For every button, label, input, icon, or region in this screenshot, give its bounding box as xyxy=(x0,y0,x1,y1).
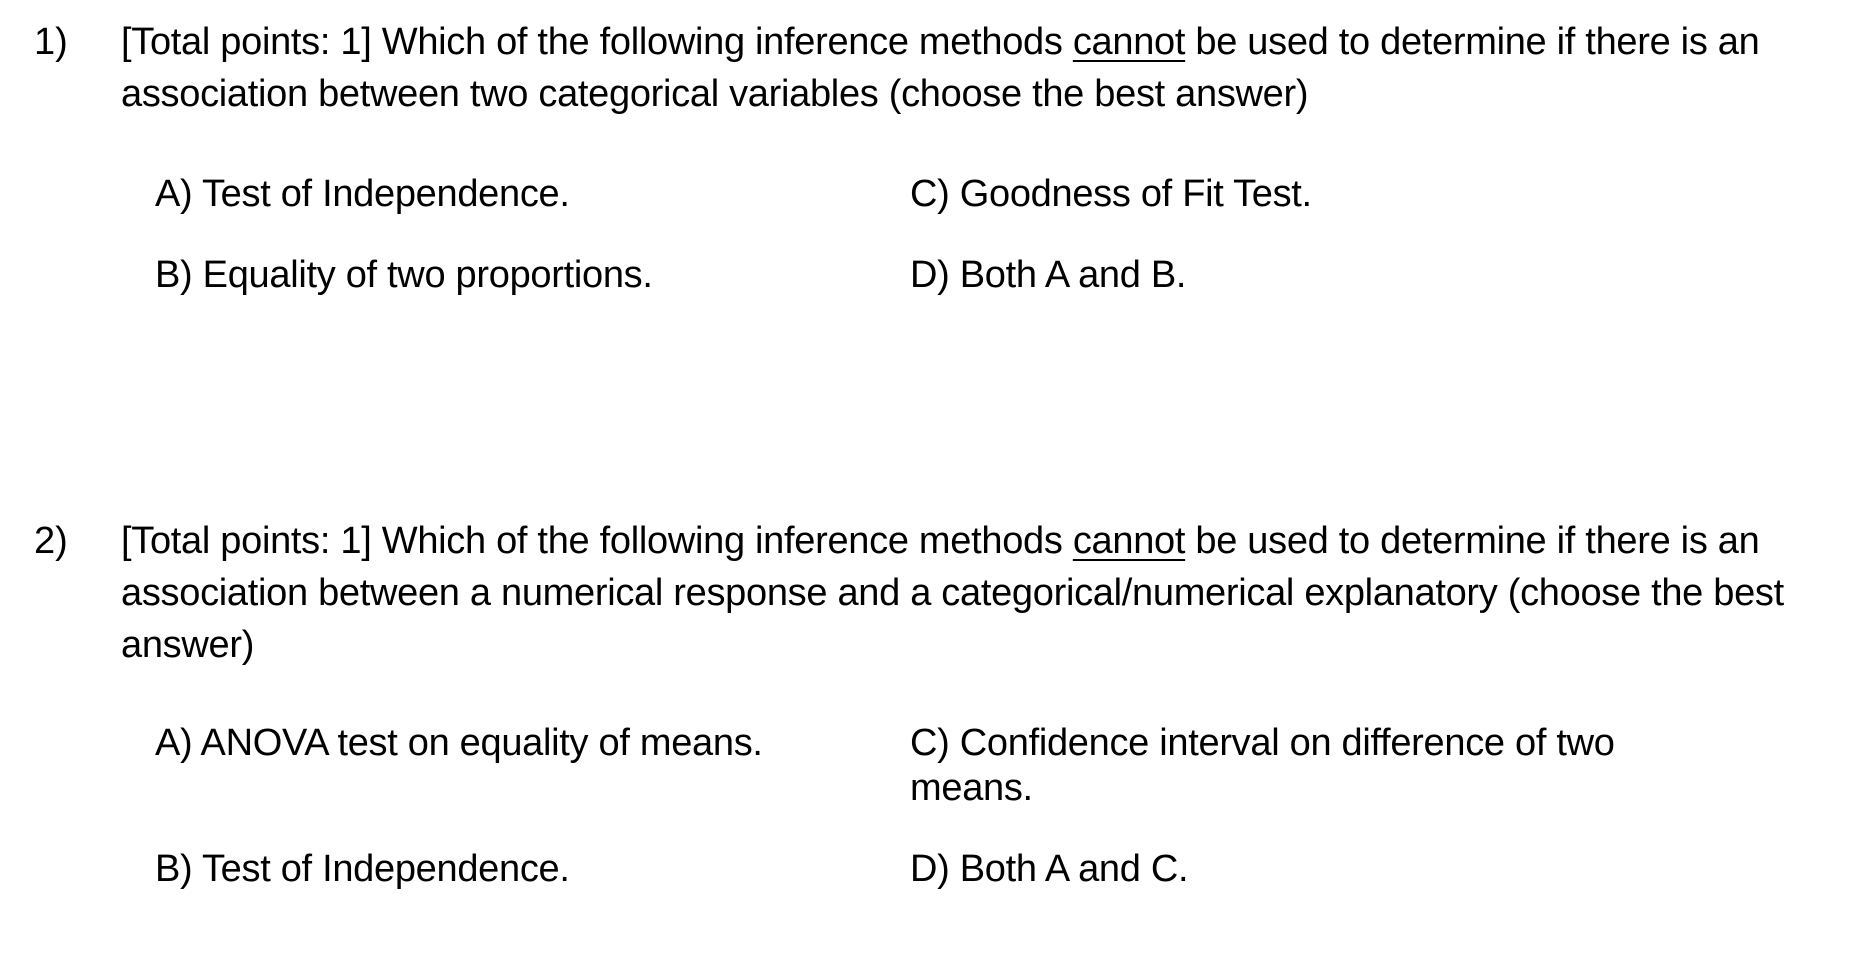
stem-text: [Total points: 1] Which of the following inference methods xyxy=(121,520,1073,562)
option-c: C) Goodness of Fit Test. xyxy=(910,173,1312,215)
question-2 xyxy=(0,515,1864,915)
option-d: D) Both A and B. xyxy=(910,254,1187,296)
option-b: B) Test of Independence. xyxy=(155,848,570,890)
question-number: 1) xyxy=(34,21,68,63)
option-b: B) Equality of two proportions. xyxy=(155,254,653,296)
option-a: A) Test of Independence. xyxy=(155,173,570,215)
stem-text: be used to determine if there is an association between a numerical response and a categorical/numerical explanatory (choose the best answer) xyxy=(121,520,1784,666)
question-stem xyxy=(121,16,1841,120)
question-stem xyxy=(121,515,1841,671)
option-a: A) ANOVA test on equality of means. xyxy=(155,722,763,764)
question-1 xyxy=(0,16,1864,296)
question-number: 2) xyxy=(34,520,68,562)
option-c: C) Confidence interval on difference of two means. xyxy=(910,722,1615,809)
stem-emphasis: cannot xyxy=(1072,21,1186,63)
stem-text: [Total points: 1] Which of the following inference methods xyxy=(121,21,1073,63)
stem-text: be used to determine if there is an association between two categorical variables (choose the best answer) xyxy=(121,21,1760,115)
option-d: D) Both A and C. xyxy=(910,848,1189,890)
stem-emphasis: cannot xyxy=(1072,520,1186,562)
